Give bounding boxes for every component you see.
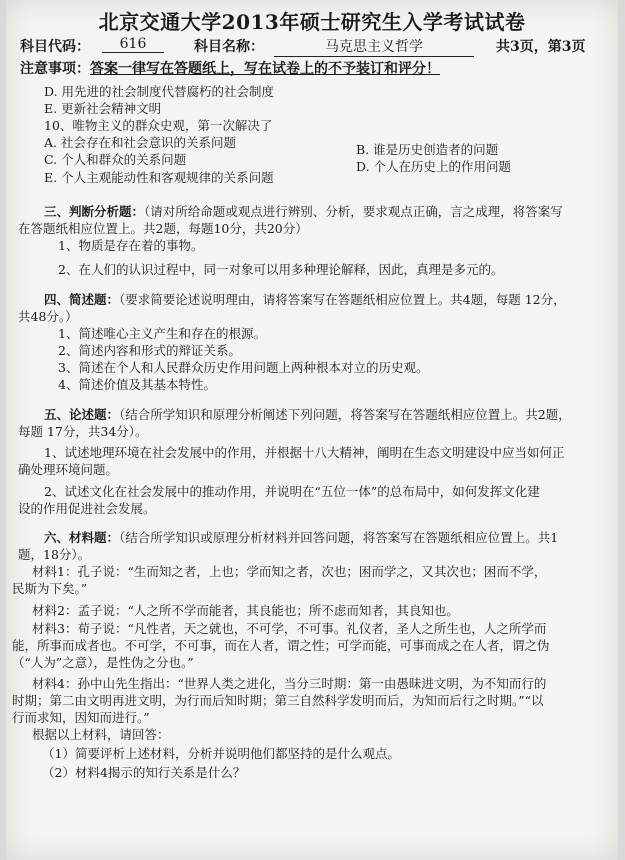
exam-title: 北京交通大学2013年硕士研究生入学考试试卷 [98,10,526,34]
section-6-intro-cont: 题，18分）。 [18,547,91,562]
section-4-q4: 4、简述价值及其基本特性。 [58,377,216,392]
section-3-q2: 2、在人们的认识过程中，同一对象可以用多种理论解释，因此，真理是多元的。 [58,262,504,277]
section-4-q1: 1、简述唯心主义产生和存在的根源。 [58,326,266,341]
section-6-intro: 六、材料题：（结合所学知识或原理分析材料并回答问题，将答案写在答题纸相应位置上。共1 [44,530,559,545]
page-count: 共3页，第3页 [496,39,586,55]
notice [20,58,440,78]
material-4-end: 行而求知，因知而进行。” [12,710,150,725]
material-3-end: （“人为”之意），是性伪之分也。” [12,655,194,670]
section-5-intro: 五、论述题：（结合所学知识和原理分析阐述下列问题，将答案写在答题纸相应位置上。共2题， [44,407,571,422]
section-3-intro-cont: 在答题纸相应位置上。共2题，每题10分，共20分） [18,221,308,236]
notice-label: 注意事项： [20,61,90,77]
subject-name-value: 马克思主义哲学 [274,36,474,57]
section-3-q1: 1、物质是存在着的事物。 [58,238,204,253]
q10-option-e: E. 个人主观能动性和客观规律的关系问题 [44,170,274,185]
material-1: 材料1：孔子说：“生而知之者，上也；学而知之者，次也；困而学之，又其次也；困而不学， [32,564,547,579]
exam-page [6,0,618,860]
section-4-intro: 四、简述题：（要求简要论述说明理由，请将答案写在答题纸相应位置上。共4题，每题 12分， [44,292,566,307]
material-3-cont: 能，所事而成者也。不可学，不可事，而在人者，谓之性；可学而能，可事而成之在人者，谓之伪 [12,638,550,653]
subject-code-value: 616 [102,36,164,53]
section-4-intro-cont: 共48分。） [18,309,78,324]
sub-question-1: （1）简要评析上述材料，分析并说明他们都坚持的是什么观点。 [42,746,400,761]
notice-text: 答案一律写在答题纸上，写在试卷上的不予装订和评分！ [90,61,440,77]
answer-prompt: 根据以上材料，请回答： [32,727,170,742]
q10-option-c: C. 个人和群众的关系问题 [44,152,187,167]
section-3-heading: 三、判断分析题： [44,204,145,219]
section-5-q2: 2、试述文化在社会发展中的推动作用，并说明在“五位一体”的总布局中，如何发挥文化建 [44,484,540,499]
option-d: D. 用先进的社会制度代替腐朽的社会制度 [44,84,275,99]
option-e: E. 更新社会精神文明 [44,101,162,116]
section-5-intro-cont: 每题 17分，共34分）。 [18,424,148,439]
subject-name-label: 科目名称： [194,39,264,55]
section-5-q1-cont: 确处理环境问题。 [18,462,119,477]
material-4-cont: 时期；第二由文明再进文明，为行而后知时期；第三自然科学发明而后，为知而后行之时期。”“以 [12,693,544,708]
section-4-q2: 2、简述内容和形式的辩证关系。 [58,343,241,358]
sub-question-2: （2）材料4揭示的知行关系是什么？ [42,765,246,780]
section-6-heading: 六、材料题： [44,530,120,545]
section-5-q1: 1、试述地理环境在社会发展中的作用，并根据十八大精神，阐明在生态文明建设中应当如何正 [44,445,565,460]
q10-option-a: A. 社会存在和社会意识的关系问题 [44,135,236,150]
material-2: 材料2：孟子说：“人之所不学而能者，其良能也；所不虑而知者，其良知也。 [32,603,459,618]
section-4-q3: 3、简述在个人和人民群众历史作用问题上两种根本对立的历史观。 [58,360,429,375]
material-4: 材料4：孙中山先生指出：“世界人类之进化，当分三时期：第一由愚昧进文明，为不知而行的 [32,676,547,691]
material-1-cont: 民斯为下矣。” [12,581,88,596]
q10-option-d: D. 个人在历史上的作用问题 [356,159,512,174]
section-5-heading: 五、论述题： [44,407,120,422]
section-3-intro: 三、判断分析题：（请对所给命题或观点进行辨别、分析，要求观点正确，言之成理，将答案写 [44,204,563,219]
section-4-heading: 四、简述题： [44,292,120,307]
question-10: 10、唯物主义的群众史观，第一次解决了 [44,118,273,133]
q10-option-b: B. 谁是历史创造者的问题 [356,142,499,157]
section-5-q2-cont: 设的作用促进社会发展。 [18,501,156,516]
subject-code-label: 科目代码： [20,39,90,55]
material-3: 材料3：荀子说：“凡性者，天之就也，不可学，不可事。礼仪者，圣人之所生也，人之所学而 [32,621,547,636]
